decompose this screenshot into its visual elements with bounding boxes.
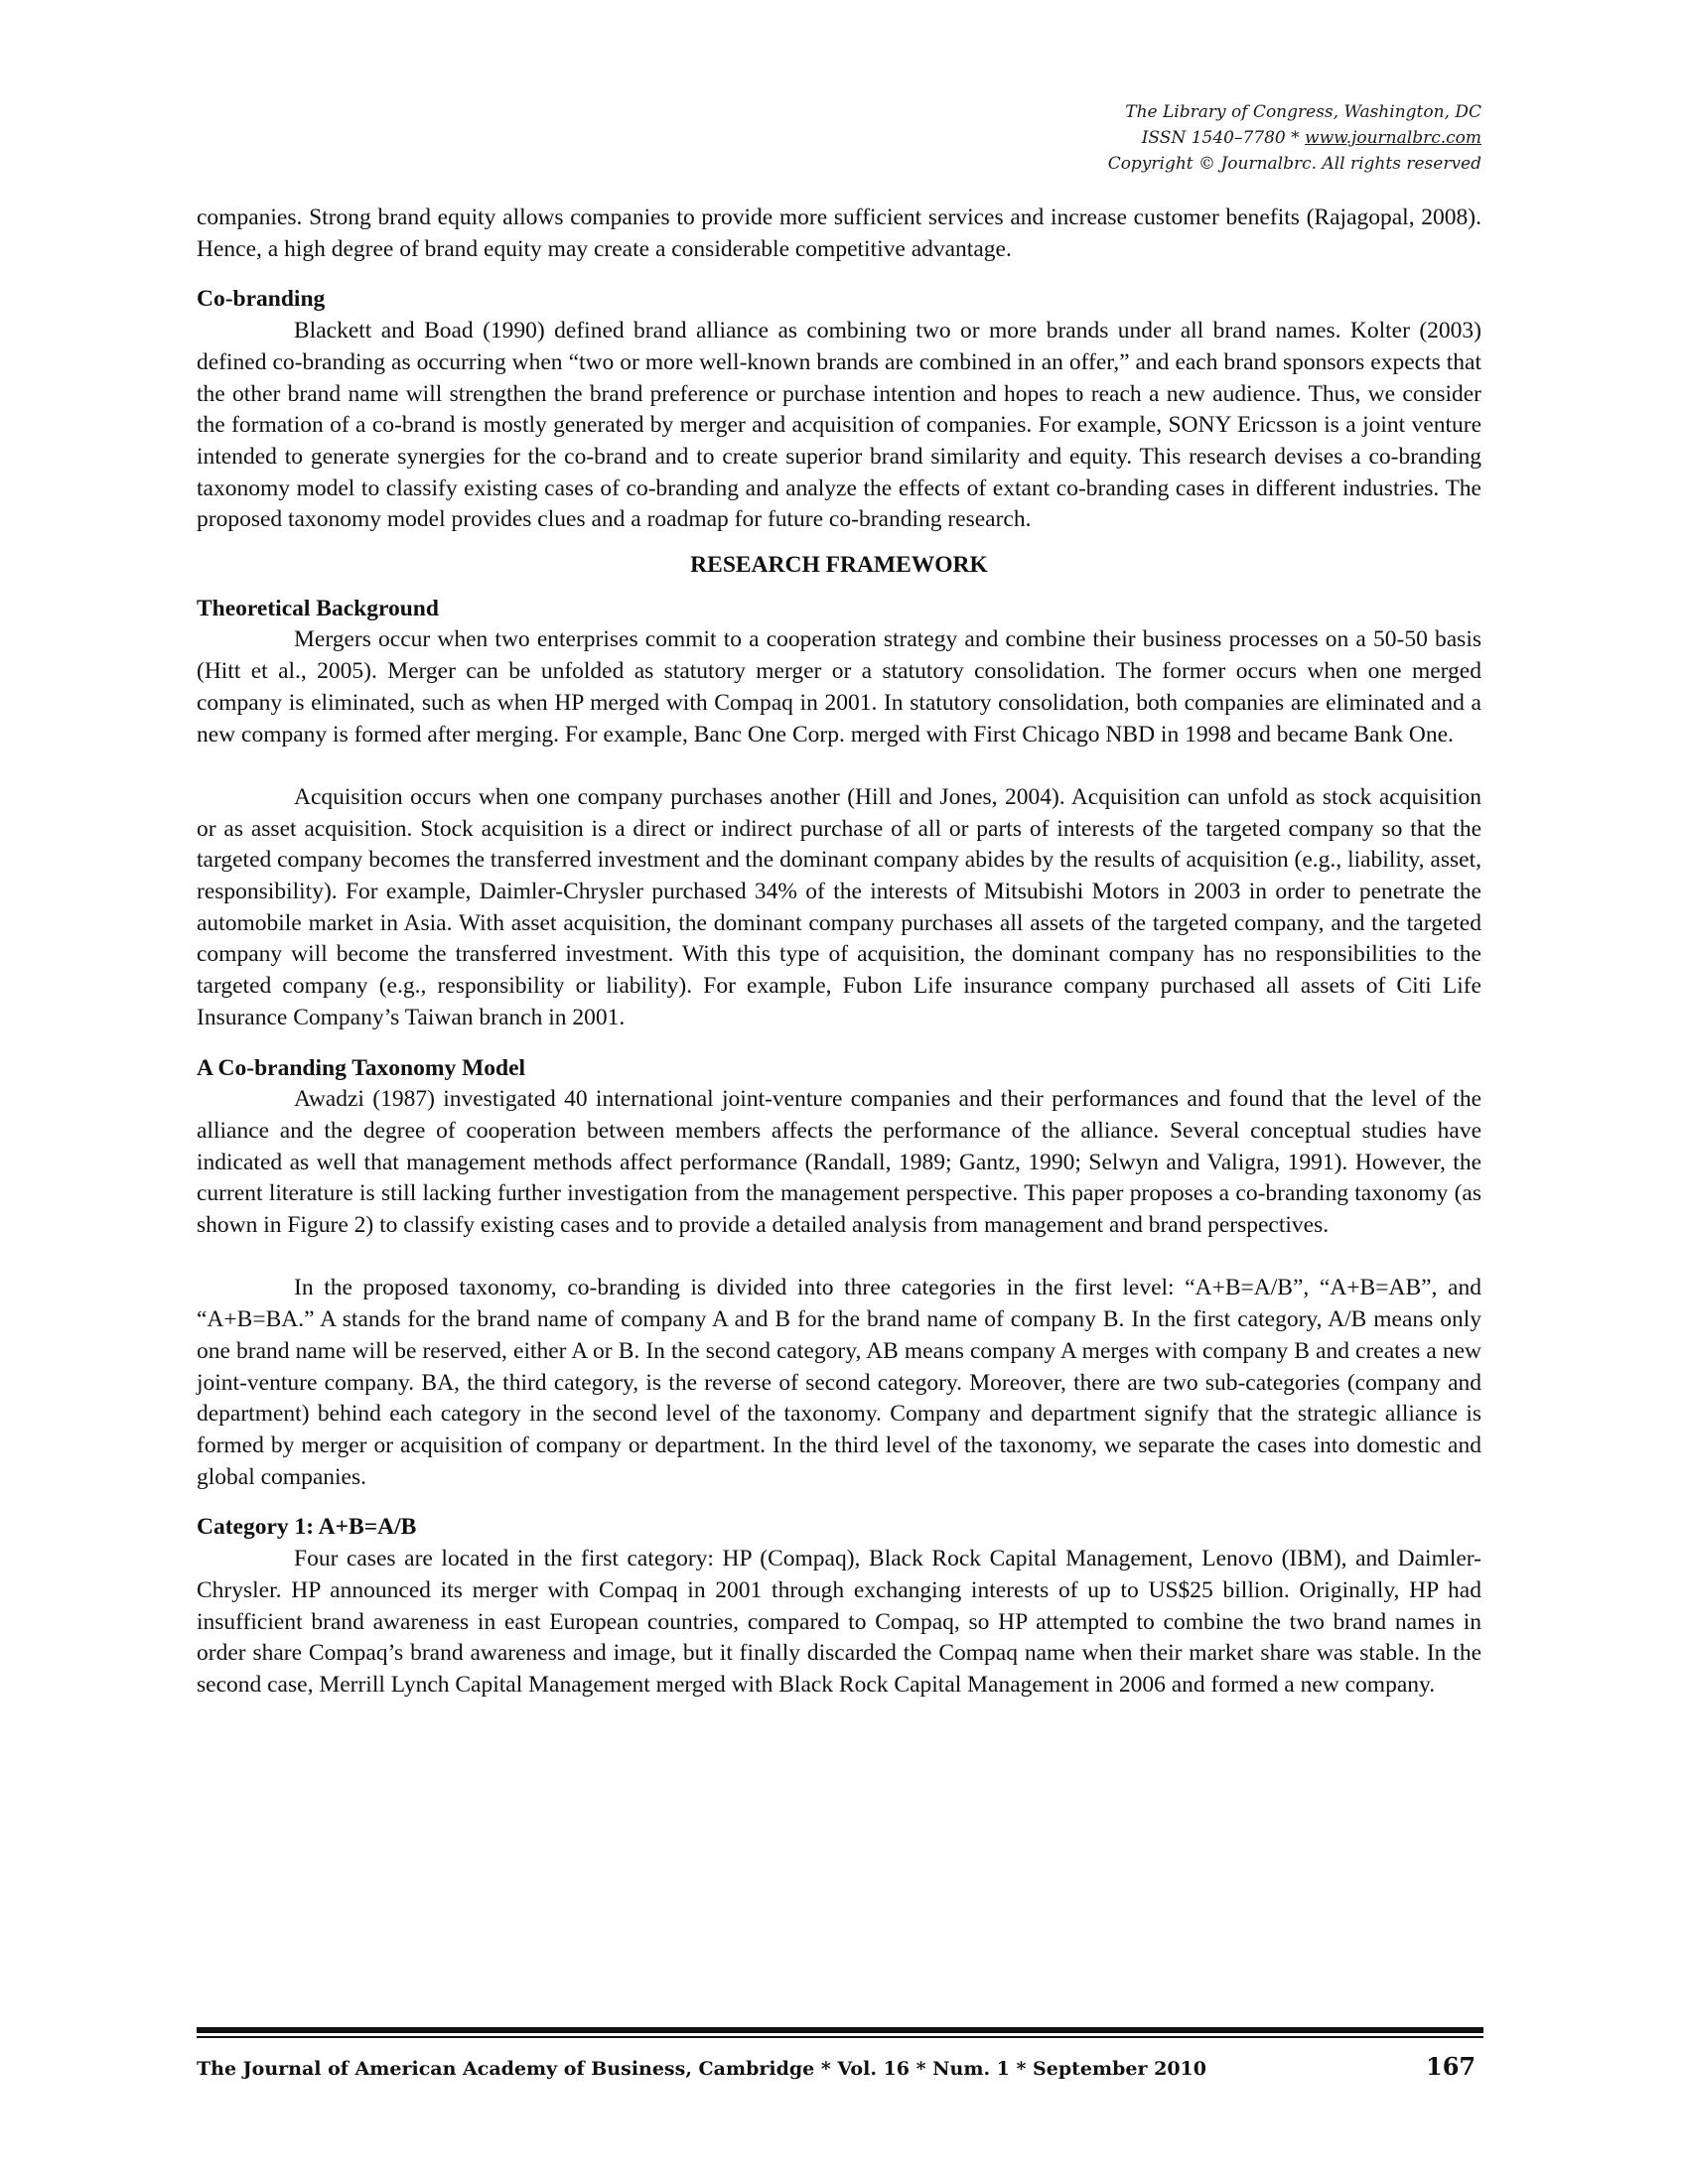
- paragraph-category-1: Four cases are located in the first category: HP (Compaq), Black Rock Capital Management, Lenovo (IBM), and Daimler-Chrysler. HP announced its merger with Compaq in 2001 through exchanging interests of up to US$25 billion. Originally, HP had insufficient brand awareness in east European countries, compared to Compaq, so HP attempted to combine the two brand names in order share Compaq’s brand awareness and image, but it finally discarded the Compaq name when their market share was stable. In the second case, Merrill Lynch Capital Management merged with Black Rock Capital Management in 2006 and formed a new company.: [197, 1546, 1481, 1698]
- paragraph-proposed-taxonomy: In the proposed taxonomy, co-branding is divided into three categories in the first level: “A+B=A/B”, “A+B=AB”, and “A+B=BA.” A stands for the brand name of company A and B for the brand name of company B. In the first category, A/B means only one brand name will be reserved, either A or B. In the second category, AB means company A merges with company B and creates a new joint-venture company. BA, the third category, is the reverse of second category. Moreover, there are two sub-categories (company and department) behind each category in the second level of the taxonomy. Company and department signify that the strategic alliance is formed by merger or acquisition of company or department. In the third level of the taxonomy, we separate the cases into domestic and global companies.: [197, 1275, 1481, 1490]
- paragraph-co-branding: Blackett and Boad (1990) defined brand alliance as combining two or more brands under all brand names. Kolter (2003) defined co-branding as occurring when “two or more well-known brands are combined in an offer,” and each brand sponsors expects that the other brand name will strengthen the brand preference or purchase intention and hopes to reach a new audience. Thus, we consider the formation of a co-brand is mostly generated by merger and acquisition of companies. For example, SONY Ericsson is a joint venture intended to generate synergies for the co-brand and to create superior brand similarity and equity. This research devises a co-branding taxonomy model to classify existing cases of co-branding and analyze the effects of extant co-branding cases in different industries. The proposed taxonomy model provides clues and a roadmap for future co-branding research.: [197, 318, 1481, 533]
- footer-rule-thin: [197, 2036, 1483, 2038]
- header-library-line: The Library of Congress, Washington, DC: [1125, 102, 1481, 122]
- section-heading-taxonomy-model: A Co-branding Taxonomy Model: [197, 1054, 526, 1081]
- paragraph-mergers: Mergers occur when two enterprises commit to a cooperation strategy and combine their business processes on a 50-50 basis (Hitt et al., 2005). Merger can be unfolded as statutory merger or a statutory consolidation. The former occurs when one merged company is eliminated, such as when HP merged with Compaq in 2001. In statutory consolidation, both companies are eliminated and a new company is formed after merging. For example, Banc One Corp. merged with First Chicago NBD in 1998 and became Bank One.: [197, 626, 1481, 748]
- footer-rule-thick: [197, 2027, 1483, 2033]
- header-issn: ISSN 1540–7780 *: [1141, 128, 1306, 148]
- section-heading-co-branding: Co-branding: [197, 286, 326, 313]
- header-issn-line: [1108, 125, 1481, 151]
- paragraph-awadzi: Awadzi (1987) investigated 40 international joint-venture companies and their performances and found that the level of the alliance and the degree of cooperation between members affects the performance of the alliance. Several conceptual studies have indicated as well that management methods affect performance (Randall, 1989; Gantz, 1990; Selwyn and Valigra, 1991). However, the current literature is still lacking further investigation from the management perspective. This paper proposes a co-branding taxonomy (as shown in Figure 2) to classify existing cases and to provide a detailed analysis from management and brand perspectives.: [197, 1086, 1481, 1239]
- journal-url-link[interactable]: www.journalbrc.com: [1305, 128, 1481, 148]
- running-header: [1108, 99, 1481, 177]
- paragraph-acquisition: Acquisition occurs when one company purchases another (Hill and Jones, 2004). Acquisition can unfold as stock acquisition or as asset acquisition. Stock acquisition is a direct or indirect purchase of all or parts of interests of the targeted company so that the targeted company becomes the transferred investment and the dominant company abides by the results of acquisition (e.g., liability, asset, responsibility). For example, Daimler-Chrysler purchased 34% of the interests of Mitsubishi Motors in 2003 in order to penetrate the automobile market in Asia. With asset acquisition, the dominant company purchases all assets of the targeted company, and the targeted company will become the transferred investment. With this type of acquisition, the dominant company has no responsibilities to the targeted company (e.g., responsibility or liability). For example, Fubon Life insurance company purchased all assets of Citi Life Insurance Company’s Taiwan branch in 2001.: [197, 783, 1481, 1030]
- section-heading-theoretical-background: Theoretical Background: [197, 595, 439, 621]
- article-body: [197, 203, 1481, 1702]
- section-heading-research-framework: RESEARCH FRAMEWORK: [690, 552, 988, 579]
- footer-journal-citation: The Journal of American Academy of Business, Cambridge * Vol. 16 * Num. 1 * September 2010: [197, 2058, 1207, 2080]
- page-number: 167: [1426, 2052, 1477, 2081]
- section-heading-category-1: Category 1: A+B=A/B: [197, 1514, 417, 1541]
- header-copyright-line: Copyright © Journalbrc. All rights reserved: [1107, 154, 1481, 174]
- paragraph-intro: companies. Strong brand equity allows companies to provide more sufficient services and increase customer benefits (Rajagopal, 2008). Hence, a high degree of brand equity may create a considerable competitive advantage.: [197, 205, 1481, 262]
